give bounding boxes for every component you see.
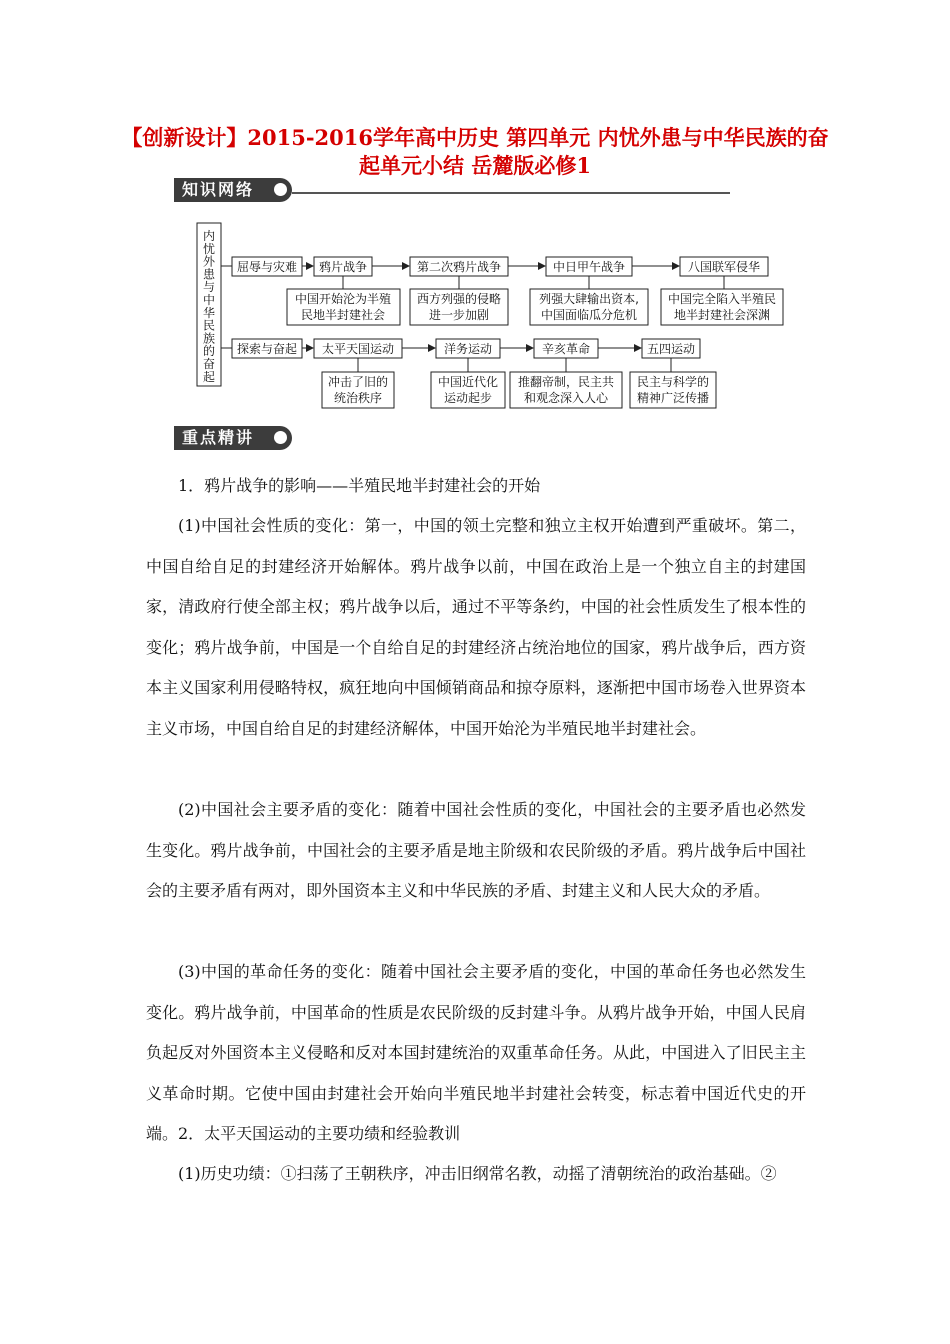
effect-opium-war-line1: 中国开始沦为半殖 (294, 292, 392, 306)
branch-label-exploration: 探索与奋起 (236, 342, 298, 356)
bullet-dot-icon (274, 431, 287, 444)
paragraph-1: (1)中国社会性质的变化：第一，中国的领土完整和独立主权开始遭到严重破坏。第二，中国自给自足的封建经济开始解体。鸦片战争以前，中国在政治上是一个独立自主的封建国家，清政府行使全部主权；鸦片战争以后，通过不平等条约，中国的社会性质发生了根本性的变化；鸦片战争前，中国是一个自给自足的封建经济占统治地位的国家，鸦片战争后，西方资本主义国家利用侵略特权，疯狂地向中国倾销商品和掠夺原料，逐渐把中国市场卷入世界资本主义市场，中国自给自足的封建经济解体，中国开始沦为半殖民地半封建社会。 (146, 516, 806, 738)
effect-eight-nation-line1: 中国完全陷入半殖民 (667, 292, 777, 306)
effect-second-opium-war-line1: 西方列强的侵略 (416, 292, 502, 306)
event-may-fourth: 五四运动 (646, 342, 696, 356)
knowledge-network-diagram (0, 0, 950, 440)
paragraph-2: (2)中国社会主要矛盾的变化：随着中国社会性质的变化，中国社会的主要矛盾也必然发生变化。鸦片战争前，中国社会的主要矛盾是地主阶级和农民阶级的矛盾。鸦片战争后中国社会的主要矛盾有两对，即外国资本主义和中华民族的矛盾、封建主义和人民大众的矛盾。 (146, 800, 806, 900)
heading-1: 1．鸦片战争的影响——半殖民地半封建社会的开始 (178, 476, 541, 495)
diagram-root-label: 内忧外患与中华民族的奋起 (202, 229, 216, 384)
effect-sino-japanese-war-line2: 中国面临瓜分危机 (540, 308, 638, 322)
event-sino-japanese-war: 中日甲午战争 (552, 260, 626, 274)
effect-xinhai-line1: 推翻帝制，民主共 (517, 375, 615, 389)
event-taiping: 太平天国运动 (321, 342, 395, 356)
effect-xinhai-line2: 和观念深入人心 (523, 391, 609, 405)
effect-opium-war-line2: 民地半封建社会 (300, 308, 386, 322)
event-xinhai-revolution: 辛亥革命 (541, 342, 591, 356)
effect-second-opium-war-line2: 进一步加剧 (428, 308, 490, 322)
effect-self-strengthening-line2: 运动起步 (443, 391, 493, 405)
event-opium-war: 鸦片战争 (318, 260, 368, 274)
section-label: 重点精讲 (174, 426, 292, 450)
effect-may-fourth-line2: 精神广泛传播 (636, 391, 710, 405)
heading-2: 2．太平天国运动的主要功绩和经验教训 (178, 1124, 461, 1143)
effect-may-fourth-line1: 民主与科学的 (636, 375, 710, 389)
event-self-strengthening: 洋务运动 (443, 342, 493, 356)
effect-taiping-line1: 冲击了旧的 (327, 375, 389, 389)
section-label: 知识网络 (174, 178, 292, 202)
effect-sino-japanese-war-line1: 列强大肆输出资本, (539, 292, 639, 306)
effect-self-strengthening-line1: 中国近代化 (437, 375, 499, 389)
branch-label-humiliation: 屈辱与灾难 (236, 260, 298, 274)
event-eight-nation-alliance: 八国联军侵华 (687, 260, 761, 274)
paragraph-4: (1)历史功绩：①扫荡了王朝秩序，冲击旧纲常名教，动摇了清朝统治的政治基础。② (178, 1164, 777, 1183)
paragraph-3: (3)中国的革命任务的变化：随着中国社会主要矛盾的变化，中国的革命任务也必然发生变化。鸦片战争前，中国革命的性质是农民阶级的反封建斗争。从鸦片战争开始，中国人民肩负起反对外国资本主义侵略和反对本国封建统治的双重革命任务。从此，中国进入了旧民主主义革命时期。它使中国由封建社会开始向半殖民地半封建社会转变，标志着中国近代史的开端。 (146, 962, 806, 1143)
document-title: 【创新设计】2015-2016学年高中历史 第四单元 内忧外患与中华民族的奋起单元小结 岳麓版必修1 (121, 125, 829, 178)
effect-eight-nation-line2: 地半封建社会深渊 (673, 308, 771, 322)
effect-taiping-line2: 统治秩序 (333, 391, 383, 405)
event-second-opium-war: 第二次鸦片战争 (416, 260, 502, 274)
